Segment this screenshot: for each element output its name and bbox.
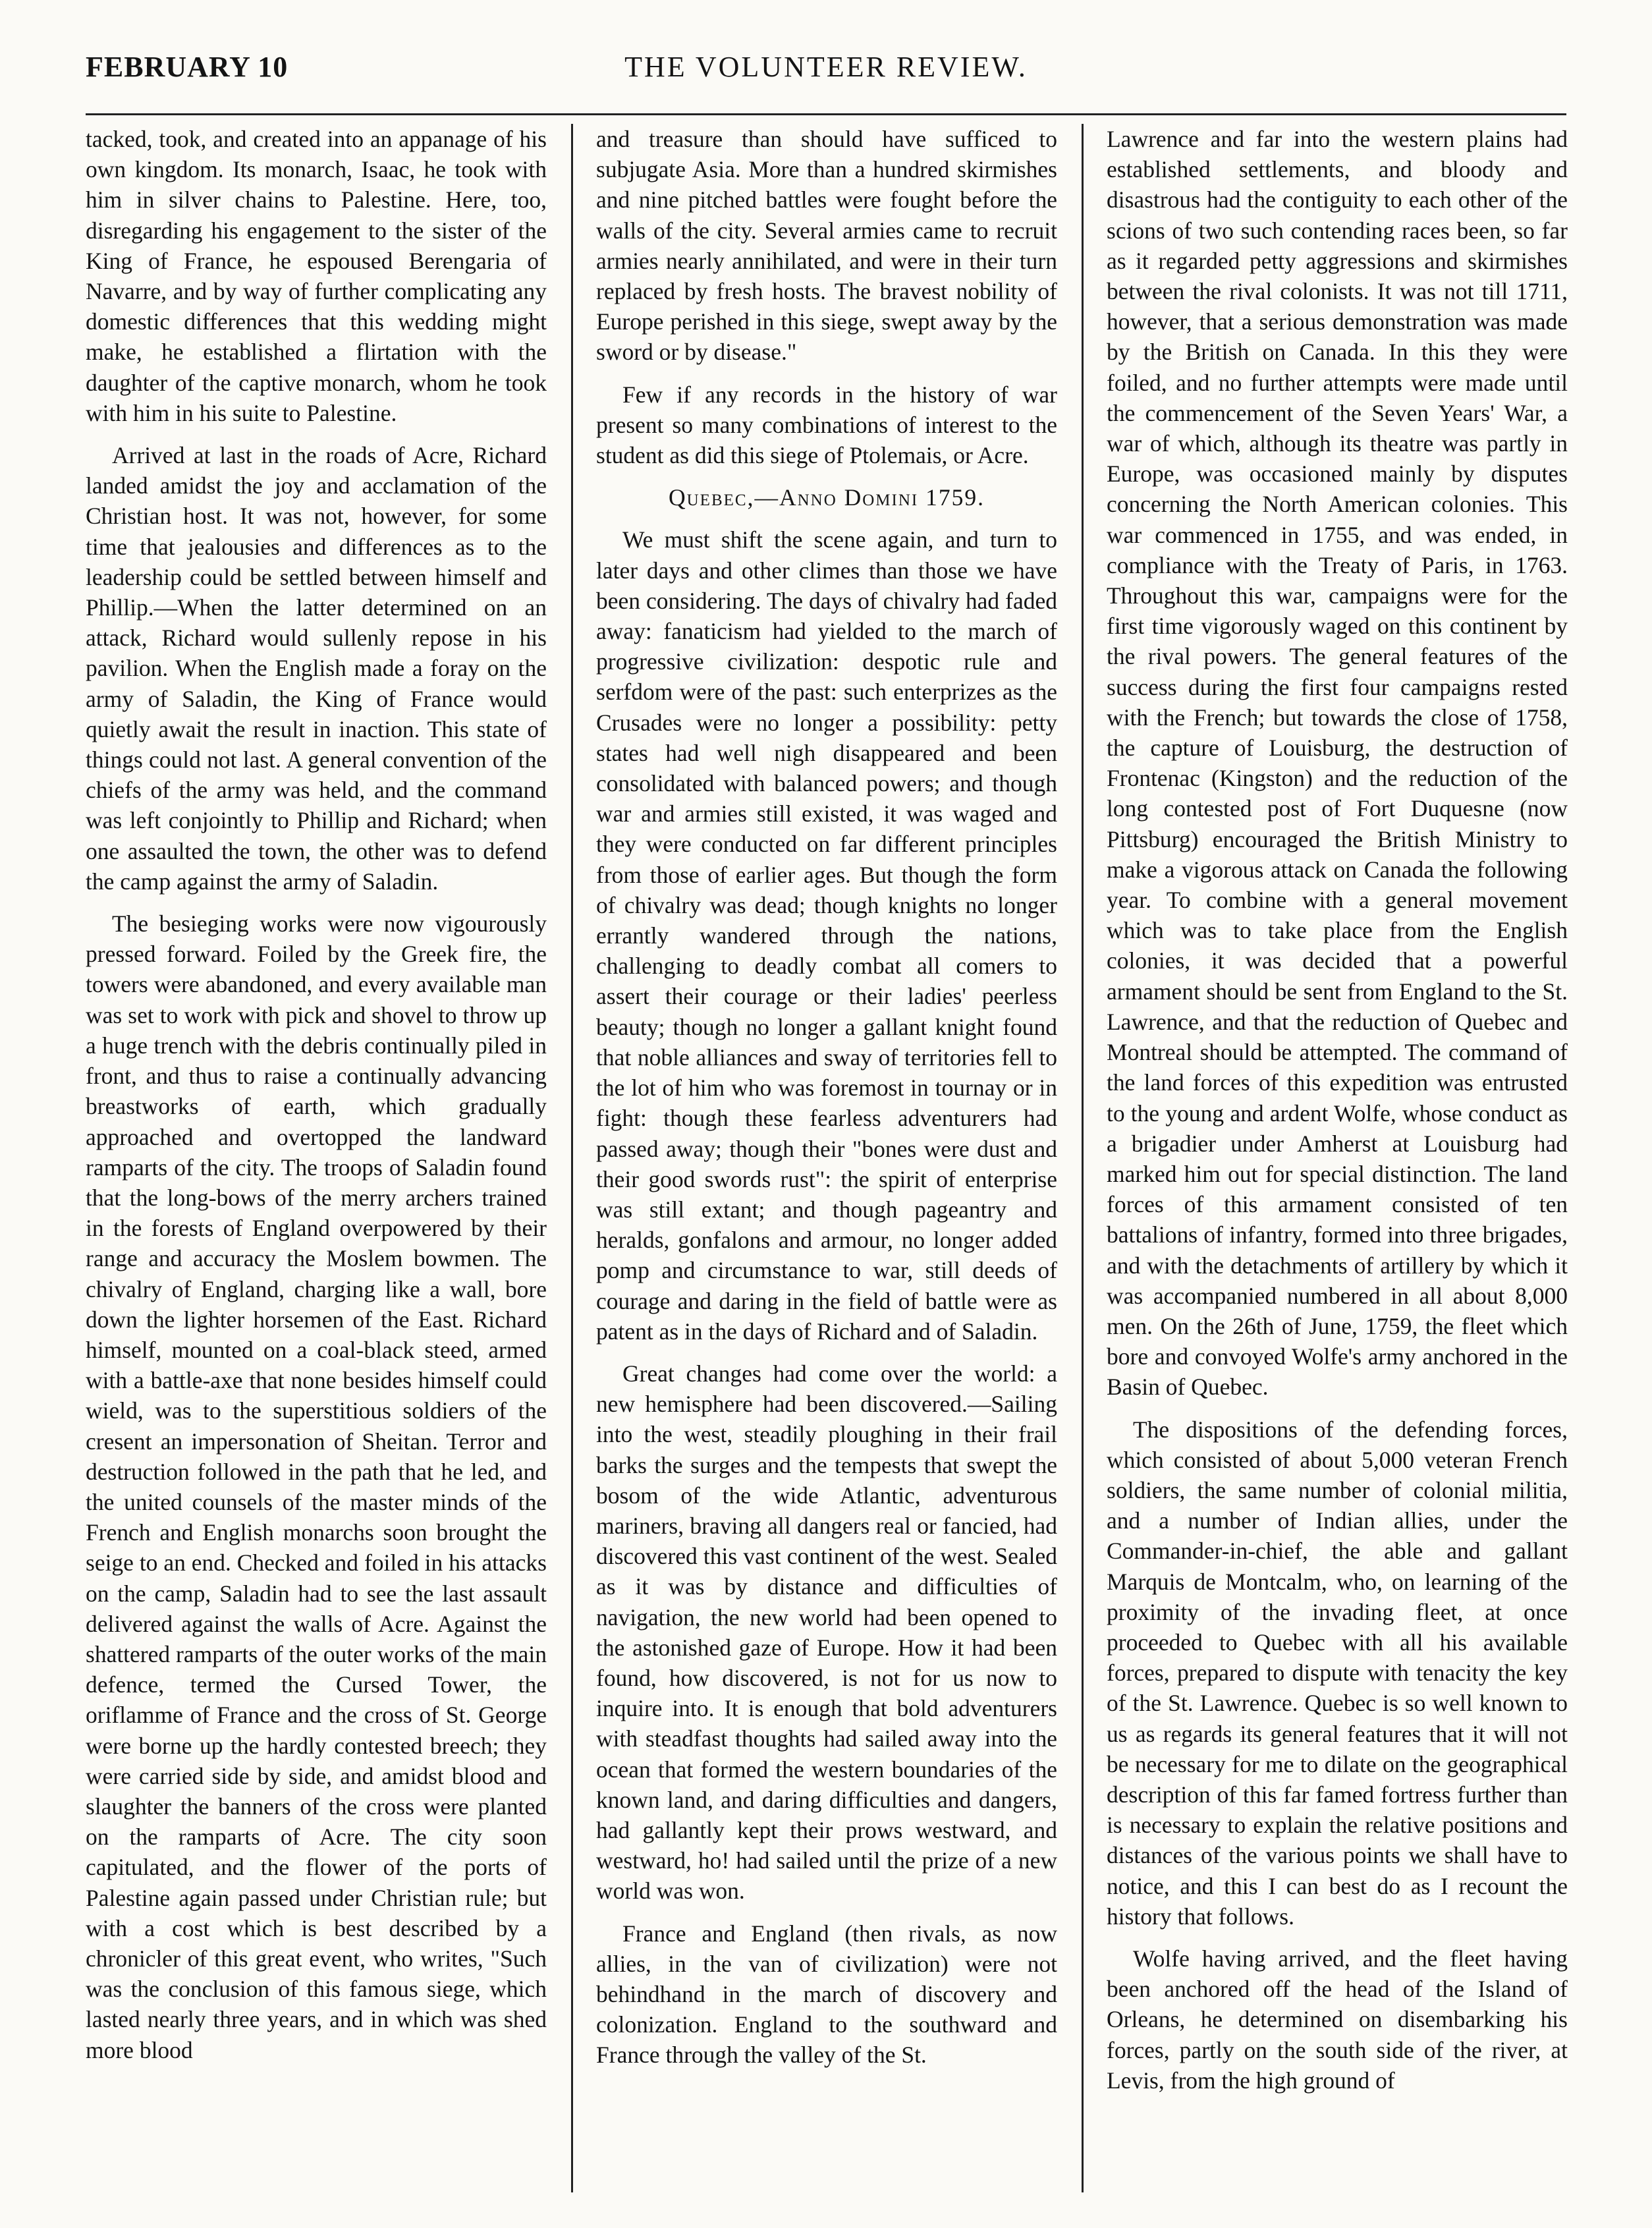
paragraph: Lawrence and far into the western plains had established settlements, and bloody and disastrous had the contiguity to each other of the scions of two such contending races been, so far as it regarded petty aggressions and skirmishes between the rival colonists. It was not till 1711, however, that a serious demonstration was made by the British on Canada. In this they were foiled, and no further attempts were made until the commencement of the Seven Years' War, a war of which, although its theatre was partly in Europe, was occasioned mainly by disputes concerning the North American colonies. This war commenced in 1755, and was ended, in compliance with the Treaty of Paris, in 1763. Throughout this war, campaigns were for the first time vigorously waged on this continent by the rival powers. The general features of the success during the first four campaigns rested with the French; but towards the close of 1758, the capture of Louisburg, the destruction of Frontenac (Kingston) and the reduction of the long contested post of Fort Duquesne (now Pittsburg) encouraged the British Ministry to make a vigorous attack on Canada the following year. To combine with a general movement which was to take place from the English colonies, it was decided that a powerful armament should be sent from England to the St. Lawrence, and that the reduction of Quebec and Montreal should be attempted. The command of the land forces of this expedition was entrusted to the young and ardent Wolfe, whose conduct as a brigadier under Amherst at Louisburg had marked him out for special distinction. The land forces of this armament consisted of ten battalions of infantry, formed into three brigades, and with the detachments of artillery by which it was accompanied numbered in all about 8,000 men. On the 26th of June, 1759, the fleet which bore and convoyed Wolfe's army anchored in the Basin of Quebec. (1107, 126, 1568, 1401)
paragraph: Wolfe having arrived, and the fleet having been anchored off the head of the Island of Orleans, he determined on disembarking his forces, partly on the south side of the river, at Levis, from the high ground of (1107, 1945, 1568, 2094)
header-rule (86, 113, 1566, 115)
page-title: THE VOLUNTEER REVIEW. (624, 51, 1028, 83)
paragraph: The besieging works were now vigourously pressed forward. Foiled by the Greek fire, the towers were abandoned, and every available man was set to work with pick and shovel to throw up a huge trench with the debris continually piled in front, and thus to raise a continually advancing breastworks of earth, which gradually approached and overtopped the landward ramparts of the city. The troops of Saladin found that the long-bows of the merry archers trained in the forests of England overpowered by their range and accuracy the Moslem bowmen. The chivalry of England, charging like a wall, bore down the lighter horsemen of the East. Richard himself, mounted on a coal-black steed, armed with a battle-axe that none besides himself could wield, was to the superstitious soldiers of the cresent an impersonation of Sheitan. Terror and destruction followed in the path that he led, and the united counsels of the master minds of the French and English monarchs soon brought the seige to an end. Checked and foiled in his attacks on the camp, Saladin had to see the last assault delivered against the walls of Acre. Against the shattered ramparts of the outer works of the main defence, termed the Cursed Tower, the oriflamme of France and the cross of St. George were borne up the hardly contested breech; they were carried side by side, and amidst blood and slaughter the banners of the cross were planted on the ramparts of Acre. The city soon capitulated, and the flower of the ports of Palestine again passed under Christian rule; but with a cost which is best described by a chronicler of this great event, who writes, "Such was the conclusion of this famous siege, which lasted nearly three years, and in which was shed more blood (86, 910, 547, 2063)
paragraph: Arrived at last in the roads of Acre, Richard landed amidst the joy and acclamation of the Christian host. It was not, however, for some time that jealousies and differences as to the leadership could be settled between himself and Phillip.—When the latter determined on an attack, Richard would sullenly repose in his pavilion. When the English made a foray on the army of Saladin, the King of France would quietly await the result in inaction. This state of things could not last. A general convention of the chiefs of the army was held, and the command was left conjointly to Phillip and Richard; when one assaulted the town, the other was to defend the camp against the army of Saladin. (86, 442, 547, 895)
paragraph: France and England (then rivals, as now allies, in the van of civilization) were not behindhand in the march of discovery and colonization. England to the southward and France through the valley of the St. (596, 1920, 1057, 2069)
paragraph: tacked, took, and created into an appanage of his own kingdom. Its monarch, Isaac, he took with him in silver chains to Palestine. Here, too, disregarding his engagement to the sister of the King of France, he espoused Berengaria of Navarre, and by way of further complicating any domestic differences that this wedding might make, he established a flirtation with the daughter of the captive monarch, whom he took with him in his suite to Palestine. (86, 126, 547, 426)
article-columns (86, 124, 1568, 2192)
page-header (86, 46, 1566, 99)
column-3 (1107, 124, 1568, 2192)
paragraph: and treasure than should have sufficed to subjugate Asia. More than a hundred skirmishes and nine pitched battles were fought before the walls of the city. Several armies came to recruit armies nearly annihilated, and were in their turn replaced by fresh hosts. The bravest nobility of Europe perished in this siege, swept away by the sword or by disease." (596, 126, 1057, 366)
paragraph: The dispositions of the defending forces, which consisted of about 5,000 veteran French soldiers, the same number of colonial militia, and a number of Indian allies, under the Commander-in-chief, the able and gallant Marquis de Montcalm, who, on learning of the proximity of the invading fleet, at once proceeded to Quebec with all his available forces, prepared to dispute with tenacity the key of the St. Lawrence. Quebec is so well known to us as regards its general features that it will not be necessary for me to dilate on the geographical description of this far famed fortress further than is necessary to explain the relative positions and distances of the various points we shall have to notice, and this I can best do as I recount the history that follows. (1107, 1416, 1568, 1930)
paragraph: Great changes had come over the world: a new hemisphere had been discovered.—Sailing into the west, steadily ploughing in their frail barks the surges and the tempests that swept the bosom of the wide Atlantic, adventurous mariners, braving all dangers real or fancied, had discovered this vast continent of the west. Sealed as it was by distance and difficulties of navigation, the new world had been opened to the astonished gaze of Europe. How it had been found, how discovered, is not for us now to inquire into. It is enough that bold adventurers with steadfast thoughts had sailed away into the ocean that formed the western boundaries of the known land, and daring difficulties and dangers, had gallantly kept their prows westward, and westward, ho! had sailed until the prize of a new world was won. (596, 1360, 1057, 1905)
column-2 (596, 124, 1057, 2192)
paragraph: Few if any records in the history of war present so many combinations of interest to the student as did this siege of Ptolemais, or Acre. (596, 381, 1057, 469)
page-date: FEBRUARY 10 (86, 51, 289, 83)
paragraph: We must shift the scene again, and turn to later days and other climes than those we have been considering. The days of chivalry had faded away: fanaticism had yielded to the march of progressive civilization: despotic rule and serfdom were of the past: such enterprizes as the Crusades were no longer a possibility: petty states had well nigh disappeared and been consolidated with balanced powers; and though war and armies still existed, it was waged and they were conducted on far different principles from those of earlier ages. But though the form of chivalry was dead; though knights no longer errantly wandered through the nations, challenging to deadly combat all comers to assert their courage or their ladies' peerless beauty; though no longer a gallant knight found that noble alliances and sway of territories fell to the lot of him who was foremost in tournay or in fight: though these fearless adventurers had passed away; though their "bones were dust and their good swords rust": the spirit of enterprise was still extant; and though pageantry and heralds, gonfalons and armour, no longer added pomp and circumstance to war, still deeds of courage and daring in the field of battle were as patent as in the days of Richard and of Saladin. (596, 526, 1057, 1345)
section-heading: Quebec,—Anno Domini 1759. (668, 484, 985, 511)
column-1 (86, 124, 547, 2192)
